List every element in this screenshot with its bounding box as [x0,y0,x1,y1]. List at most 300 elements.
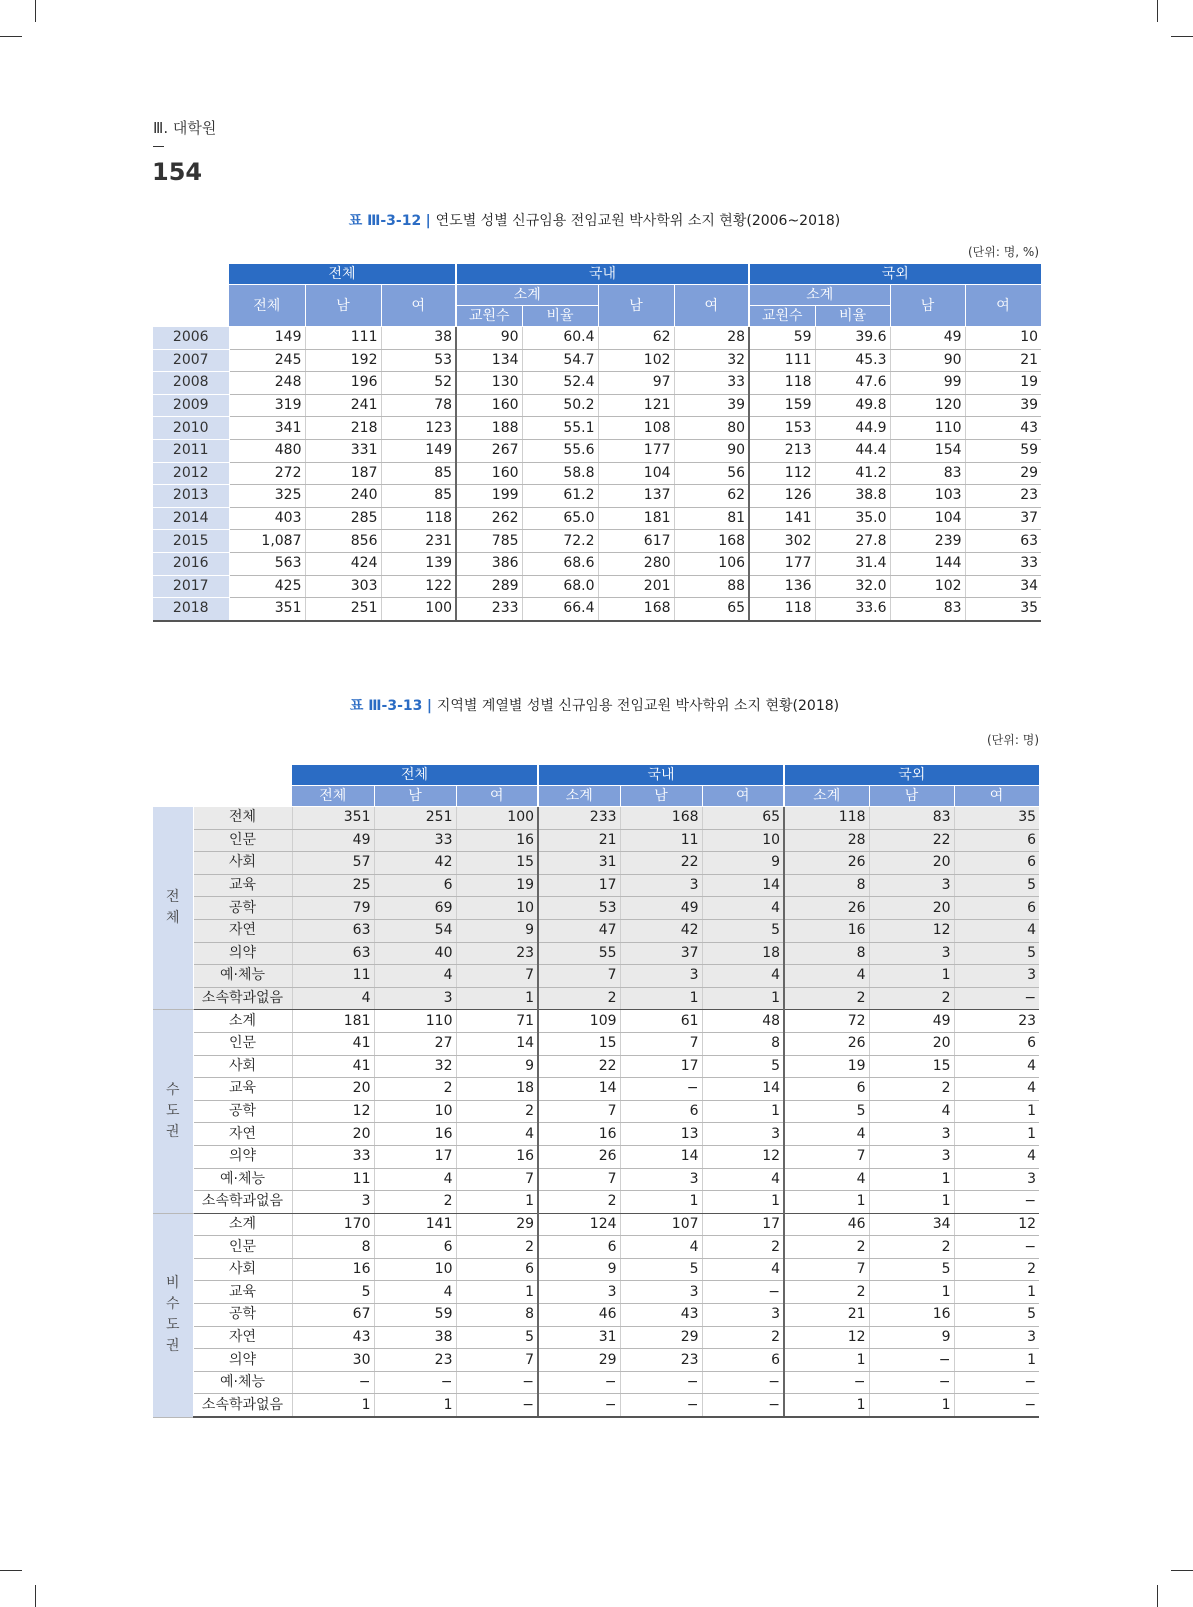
table-cell: 118 [381,507,456,530]
table-cell: 4 [784,1168,869,1191]
table-cell: 122 [381,575,456,598]
table-row [153,987,1039,1010]
table-cell: 3 [869,1145,954,1168]
table-cell: 35.0 [815,507,890,530]
table-cell: 6 [954,852,1039,875]
header-group-total: 전체 [292,765,538,786]
table-row [153,829,1039,852]
table-cell: 33 [965,552,1041,575]
row-category: 의약 [193,942,292,965]
table-cell: 785 [456,530,522,553]
row-category: 예·체능 [193,1371,292,1394]
table-cell: 41.2 [815,462,890,485]
table-cell: 1 [784,1394,869,1417]
table-cell: 4 [784,965,869,988]
table-cell: 201 [598,575,674,598]
table-cell: 16 [784,919,869,942]
row-year: 2018 [153,598,229,621]
table-cell: 18 [456,1078,538,1101]
table-cell: 29 [620,1326,702,1349]
table-row [153,575,1041,598]
header-corner [153,264,229,327]
table-cell: 248 [229,372,305,395]
table-cell: 6 [456,1258,538,1281]
table-cell: 17 [702,1213,784,1236]
table-cell: 5 [702,919,784,942]
table1-title: 연도별 성별 신규임용 전임교원 박사학위 소지 현황(2006~2018) [435,213,841,229]
table-cell: 65 [674,598,749,621]
table-row [153,807,1039,830]
table-cell: − [954,1191,1039,1214]
table-cell: 15 [869,1055,954,1078]
table-cell: 272 [229,462,305,485]
table-cell: 109 [538,1010,620,1033]
table-cell: − [954,1371,1039,1394]
table-cell: 71 [456,1010,538,1033]
region-group-label [153,1010,193,1213]
table-cell: 11 [292,1168,374,1191]
table-cell: 1 [456,1191,538,1214]
table-cell: 83 [890,598,965,621]
row-category: 의약 [193,1145,292,1168]
table-cell: 33.6 [815,598,890,621]
table-cell: 3 [869,942,954,965]
table-cell: 120 [890,394,965,417]
region-group-text: 비 수 도 권 [165,1275,180,1355]
table-row [153,394,1041,417]
table-cell: 12 [869,919,954,942]
table-row [153,1078,1039,1101]
table-cell: 38 [381,327,456,350]
table-cell: 102 [890,575,965,598]
row-category: 교육 [193,1078,292,1101]
table-cell: 22 [620,852,702,875]
table-cell: 37 [620,942,702,965]
table-cell: 4 [374,1168,456,1191]
table-row [153,1010,1039,1033]
table-cell: 31.4 [815,552,890,575]
table-row [153,349,1041,372]
table-cell: 16 [869,1304,954,1327]
table-cell: 424 [305,552,381,575]
table-cell: 32.0 [815,575,890,598]
table-cell: 48 [702,1010,784,1033]
region-group-label [153,807,193,1010]
row-category: 소속학과없음 [193,1191,292,1214]
table-cell: 5 [869,1258,954,1281]
row-category: 사회 [193,1055,292,1078]
table-cell: 20 [292,1078,374,1101]
table-cell: 2 [456,1100,538,1123]
row-year: 2017 [153,575,229,598]
table-row [153,1168,1039,1191]
table-cell: − [954,1394,1039,1417]
table-cell: 153 [749,417,815,440]
table-cell: 154 [890,439,965,462]
table-cell: 40 [374,942,456,965]
table-cell: 480 [229,439,305,462]
table-cell: 38.8 [815,485,890,508]
table-cell: 7 [456,1168,538,1191]
table-cell: 14 [620,1145,702,1168]
header-subtotal: 소계 [456,285,598,306]
table-cell: 90 [674,439,749,462]
table-cell: 19 [965,372,1041,395]
row-category: 소계 [193,1010,292,1033]
table-cell: 123 [381,417,456,440]
table-cell: 341 [229,417,305,440]
table-cell: 118 [784,807,869,830]
row-category: 자연 [193,919,292,942]
table-cell: 34 [869,1213,954,1236]
table-cell: 15 [456,852,538,875]
region-group-text: 수 도 권 [165,1082,180,1141]
table-cell: 83 [890,462,965,485]
table-row [153,372,1041,395]
table-cell: − [456,1371,538,1394]
table-cell: 72.2 [522,530,598,553]
row-category: 자연 [193,1123,292,1146]
table-cell: 4 [620,1236,702,1259]
row-category: 사회 [193,852,292,875]
table-cell: 251 [374,807,456,830]
table-cell: 41 [292,1032,374,1055]
table-cell: 12 [954,1213,1039,1236]
table-row [153,965,1039,988]
table-cell: 386 [456,552,522,575]
header-subtotal: 소계 [749,285,890,306]
table-cell: 43 [620,1304,702,1327]
table-cell: 5 [456,1326,538,1349]
table-cell: − [456,1394,538,1417]
row-category: 소계 [193,1213,292,1236]
crop-mark [1157,1585,1158,1607]
table-cell: 29 [965,462,1041,485]
table-cell: 108 [598,417,674,440]
table-cell: 43 [965,417,1041,440]
table-cell: 3 [538,1281,620,1304]
table-cell: 31 [538,1326,620,1349]
table-cell: 160 [456,394,522,417]
table-cell: 21 [784,1304,869,1327]
header-corner [153,765,292,807]
table-cell: 231 [381,530,456,553]
table-cell: 1 [702,1100,784,1123]
table-cell: 33 [674,372,749,395]
table-cell: 136 [749,575,815,598]
table-cell: 289 [456,575,522,598]
table-cell: 3 [869,1123,954,1146]
table-cell: 8 [292,1236,374,1259]
row-year: 2015 [153,530,229,553]
table-cell: 425 [229,575,305,598]
table-row [153,1055,1039,1078]
header-female: 여 [674,285,749,327]
table-cell: 6 [784,1078,869,1101]
table-cell: 141 [374,1213,456,1236]
table-cell: 28 [784,829,869,852]
table-cell: 25 [292,874,374,897]
table-cell: 2 [784,1281,869,1304]
table-cell: 6 [954,897,1039,920]
table-cell: 251 [305,598,381,621]
table-cell: 213 [749,439,815,462]
header-faculty-count: 교원수 [456,306,522,327]
crop-mark [1171,36,1193,37]
header-male: 남 [620,786,702,807]
table-cell: 4 [292,987,374,1010]
table-cell: 1 [784,1191,869,1214]
row-year: 2010 [153,417,229,440]
table-cell: 245 [229,349,305,372]
page-number: 154 [152,158,203,186]
table-cell: 29 [456,1213,538,1236]
table-row [153,598,1041,621]
table-cell: 26 [784,897,869,920]
table-cell: 617 [598,530,674,553]
table2-unit: (단위: 명) [987,733,1039,747]
table-cell: − [538,1371,620,1394]
table-cell: 7 [784,1145,869,1168]
crop-mark [0,1570,22,1571]
table1 [153,264,1042,622]
table-cell: 181 [598,507,674,530]
table-cell: 3 [954,1168,1039,1191]
table-cell: 6 [954,829,1039,852]
table-cell: 35 [965,598,1041,621]
table-cell: 56 [674,462,749,485]
table-cell: 65.0 [522,507,598,530]
table-cell: 11 [620,829,702,852]
table-cell: 196 [305,372,381,395]
table-cell: 6 [374,1236,456,1259]
table-cell: 19 [456,874,538,897]
table-cell: 59 [965,439,1041,462]
table-cell: 267 [456,439,522,462]
table-cell: 563 [229,552,305,575]
table-cell: 4 [954,1055,1039,1078]
table-cell: 100 [381,598,456,621]
table-cell: 22 [869,829,954,852]
table-cell: 111 [305,327,381,350]
table-cell: − [374,1371,456,1394]
table-row [153,485,1041,508]
table-cell: 17 [620,1055,702,1078]
table-cell: 134 [456,349,522,372]
table2 [153,765,1040,1418]
table-cell: 3 [702,1123,784,1146]
table-cell: 3 [954,965,1039,988]
table-cell: 16 [538,1123,620,1146]
header-subtotal: 소계 [538,786,620,807]
table-cell: 27 [374,1032,456,1055]
table-cell: 233 [456,598,522,621]
table-cell: 5 [954,942,1039,965]
table-cell: 57 [292,852,374,875]
table-cell: 11 [292,965,374,988]
table-row [153,417,1041,440]
table-cell: 5 [954,1304,1039,1327]
table-cell: 50.2 [522,394,598,417]
table-cell: 60.4 [522,327,598,350]
table-cell: − [702,1281,784,1304]
table-cell: 23 [456,942,538,965]
section-title: Ⅲ. 대학원 [153,119,217,137]
table-cell: 4 [702,1258,784,1281]
table-cell: 52 [381,372,456,395]
crop-mark [0,36,22,37]
table-row [153,462,1041,485]
table-cell: 35 [954,807,1039,830]
table-cell: 100 [456,807,538,830]
table-cell: − [784,1371,869,1394]
table-cell: 10 [702,829,784,852]
table-cell: 1 [954,1349,1039,1372]
table-cell: 4 [456,1123,538,1146]
table-cell: 102 [598,349,674,372]
table-cell: 187 [305,462,381,485]
table-cell: 6 [620,1100,702,1123]
table-cell: − [620,1078,702,1101]
row-category: 인문 [193,829,292,852]
table-cell: 3 [869,874,954,897]
table-cell: 52.4 [522,372,598,395]
table-cell: 351 [292,807,374,830]
table-cell: 240 [305,485,381,508]
table-cell: 20 [869,852,954,875]
header-male: 남 [305,285,381,327]
table-cell: − [702,1371,784,1394]
header-group-total: 전체 [229,264,456,285]
table-cell: 7 [620,1032,702,1055]
table-cell: 7 [456,965,538,988]
table-cell: 168 [620,807,702,830]
table-cell: 65 [702,807,784,830]
row-category: 공학 [193,1100,292,1123]
row-category: 교육 [193,874,292,897]
table-cell: 37 [965,507,1041,530]
table-cell: 111 [749,349,815,372]
table-cell: 3 [620,1281,702,1304]
row-category: 사회 [193,1258,292,1281]
table-row [153,1349,1039,1372]
table-row [153,439,1041,462]
row-year: 2013 [153,485,229,508]
header-male: 남 [598,285,674,327]
table-cell: 1 [456,1281,538,1304]
crop-mark [35,1585,36,1607]
table-row [153,874,1039,897]
table-cell: 239 [890,530,965,553]
table-cell: 44.4 [815,439,890,462]
table-cell: 31 [538,852,620,875]
table-cell: 4 [784,1123,869,1146]
table-row [153,942,1039,965]
table-cell: 46 [538,1304,620,1327]
table-cell: 2 [538,987,620,1010]
row-category: 교육 [193,1281,292,1304]
table-cell: 4 [702,897,784,920]
table-cell: 30 [292,1349,374,1372]
table-row [153,530,1041,553]
table-cell: 7 [784,1258,869,1281]
table-row [153,507,1041,530]
table-cell: 83 [869,807,954,830]
table-cell: 7 [538,1168,620,1191]
table-cell: 3 [620,965,702,988]
row-year: 2006 [153,327,229,350]
table-cell: 181 [292,1010,374,1033]
table-cell: 47 [538,919,620,942]
header-ratio: 비율 [522,306,598,327]
table-cell: 104 [598,462,674,485]
table-cell: 59 [749,327,815,350]
table-cell: 49 [869,1010,954,1033]
table-row [153,1191,1039,1214]
region-group-label [153,1213,193,1417]
table-cell: 106 [674,552,749,575]
row-category: 공학 [193,1304,292,1327]
table-cell: 23 [620,1349,702,1372]
row-year: 2016 [153,552,229,575]
row-category: 자연 [193,1326,292,1349]
header-female: 여 [381,285,456,327]
table-cell: 47.6 [815,372,890,395]
header-subtotal: 소계 [784,786,869,807]
table-cell: 4 [702,1168,784,1191]
row-category: 공학 [193,897,292,920]
table-cell: 159 [749,394,815,417]
table-cell: 16 [374,1123,456,1146]
table-cell: 303 [305,575,381,598]
table-cell: 42 [374,852,456,875]
table-cell: − [954,987,1039,1010]
table-cell: 21 [965,349,1041,372]
table-row [153,852,1039,875]
table-row [153,327,1041,350]
table-cell: 10 [456,897,538,920]
table-cell: 2 [702,1326,784,1349]
table-cell: 2 [702,1236,784,1259]
table-cell: − [620,1394,702,1417]
table-cell: 1 [620,987,702,1010]
table-cell: 112 [749,462,815,485]
header-total: 전체 [229,285,305,327]
table-cell: 9 [456,919,538,942]
table-row [153,552,1041,575]
table-cell: 90 [890,349,965,372]
table-cell: 218 [305,417,381,440]
table-cell: 130 [456,372,522,395]
table-cell: 2 [869,1078,954,1101]
table-cell: 110 [890,417,965,440]
table-cell: 2 [374,1191,456,1214]
table-cell: 1 [784,1349,869,1372]
table2-caption [150,695,1039,715]
table-cell: 49.8 [815,394,890,417]
table-cell: 1 [869,1281,954,1304]
table-cell: 26 [784,1032,869,1055]
table2-title: 지역별 계열별 성별 신규임용 전임교원 박사학위 소지 현황(2018) [436,698,840,714]
table-cell: 26 [538,1145,620,1168]
table-cell: 6 [702,1349,784,1372]
table-cell: 10 [965,327,1041,350]
table-cell: 44.9 [815,417,890,440]
table-cell: 10 [374,1100,456,1123]
table-cell: 9 [538,1258,620,1281]
table-cell: 88 [674,575,749,598]
table-cell: 12 [784,1326,869,1349]
